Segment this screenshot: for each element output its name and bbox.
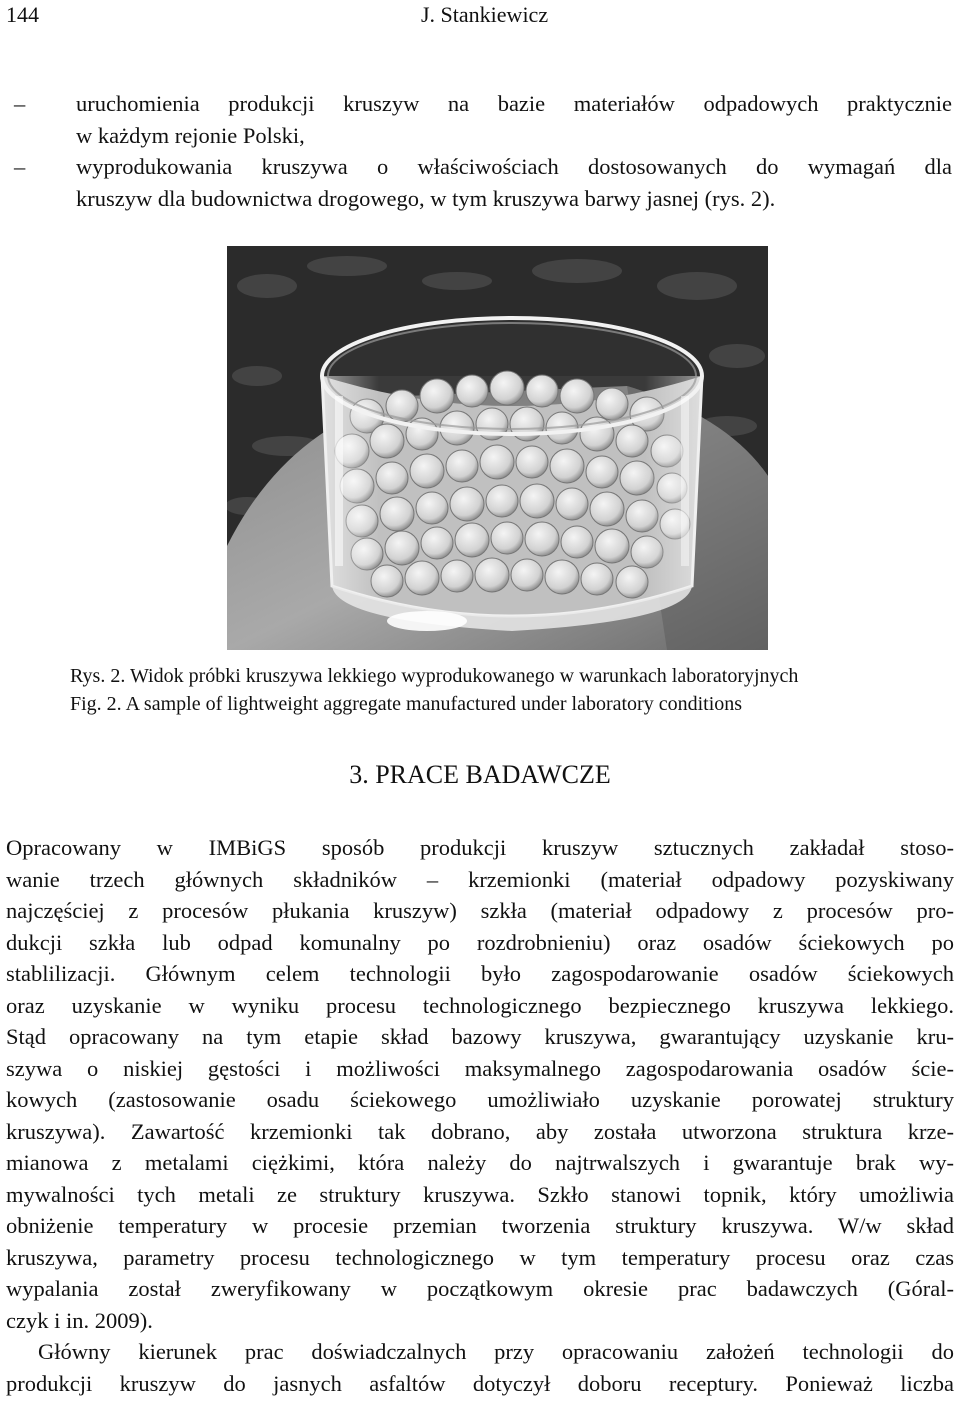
text-line: najczęściej z procesów płukania kruszyw) szkła (materiał odpadowy z procesów pro- xyxy=(6,898,954,923)
bullet-line: w każdym rejonie Polski, xyxy=(76,122,305,148)
glass-bowl xyxy=(322,318,702,631)
text-line: czyk i in. 2009). xyxy=(6,1307,153,1333)
list-item xyxy=(6,88,952,151)
bullet-line: wyprodukowania kruszywa o właściwościach dostosowanych do wymagań dla xyxy=(76,154,952,179)
bullet-dash: – xyxy=(14,154,26,179)
text-line: Opracowany w IMBiGS sposób produkcji kruszyw sztucznych zakładał stoso- xyxy=(6,835,954,860)
text-line: szywa o niskiej gęstości i możliwości maksymalnego zagospodarowania osadów ście- xyxy=(6,1055,954,1081)
text-line: obniżenie temperatury w procesie przemian tworzenia struktury kruszywa. W/w skład xyxy=(6,1213,954,1238)
text-line: dukcji szkła lub odpad komunalny po rozdrobnieniu) oraz osadów ściekowych po xyxy=(6,929,954,955)
bullet-line: kruszyw dla budownictwa drogowego, w tym kruszywa barwy jasnej (rys. 2). xyxy=(76,185,776,211)
body-text xyxy=(6,832,954,1399)
text-line: stablilizacji. Głównym celem technologii było zagospodarowanie osadów ściekowych xyxy=(6,961,954,986)
text-line: kruszywa). Zawartość krzemionki tak dobrano, aby została utworzona struktura krze- xyxy=(6,1118,954,1144)
section-heading: 3. PRACE BADAWCZE xyxy=(349,760,611,789)
text-line: mywalności tych metali ze struktury kruszywa. Szkło stanowi topnik, który umożliwia xyxy=(6,1181,954,1207)
figure-photo-aggregate-sample xyxy=(227,246,768,650)
text-line: produkcji kruszyw do jasnych asfaltów dotyczył doboru receptury. Ponieważ liczba xyxy=(6,1370,954,1396)
text-line: wypalania został zweryfikowany w początkowym okresie prac badawczych (Góral- xyxy=(6,1276,954,1301)
text-line: kowych (zastosowanie osadu ściekowego umożliwiało uzyskanie porowatej struktury xyxy=(6,1087,954,1112)
text-line: kruszywa, parametry procesu technologicznego w tym temperatury procesu oraz czas xyxy=(6,1244,954,1270)
text-line: Stąd opracowany na tym etapie skład bazowy kruszywa, gwarantujący uzyskanie kru- xyxy=(6,1024,954,1049)
list-item xyxy=(6,151,952,214)
bullet-line: uruchomienia produkcji kruszyw na bazie materiałów odpadowych praktycznie xyxy=(76,91,952,116)
photo-illustration xyxy=(227,246,768,650)
bullet-dash: – xyxy=(14,91,26,116)
bullet-list xyxy=(6,88,952,214)
text-line: Główny kierunek prac doświadczalnych przy opracowaniu założeń technologii do xyxy=(38,1339,954,1364)
text-line: mianowa z metalami ciężkimi, która należy do najtrwalszych i gwarantuje brak wy- xyxy=(6,1150,954,1175)
paragraph xyxy=(6,1336,954,1399)
figure-caption-pl: Rys. 2. Widok próbki kruszywa lekkiego wyprodukowanego w warunkach laboratoryjnych xyxy=(70,665,799,687)
page-number: 144 xyxy=(6,2,39,27)
paragraph xyxy=(6,832,954,1336)
text-line: oraz uzyskanie w wyniku procesu technologicznego bezpiecznego kruszywa lekkiego. xyxy=(6,992,954,1018)
page-header xyxy=(6,0,954,30)
running-head-author: J. Stankiewicz xyxy=(421,2,549,27)
text-line: wanie trzech głównych składników – krzemionki (materiał odpadowy pozyskiwany xyxy=(6,866,954,892)
figure-caption-en: Fig. 2. A sample of lightweight aggregate manufactured under laboratory conditions xyxy=(70,693,743,715)
